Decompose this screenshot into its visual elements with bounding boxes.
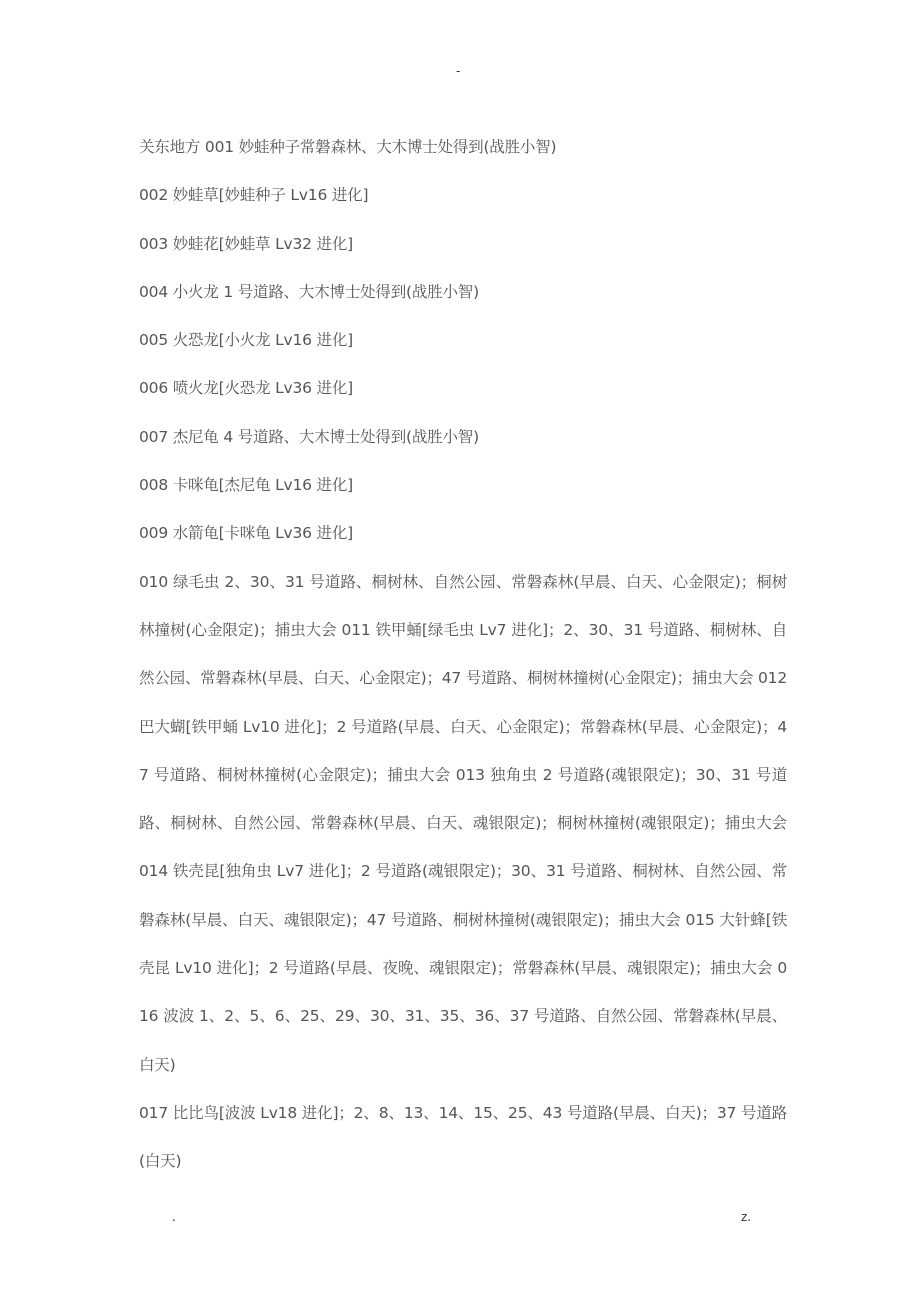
- entry-010-016: 010 绿毛虫 2、30、31 号道路、桐树林、自然公园、常磐森林(早晨、白天、心金限定)；桐树林撞树(心金限定)；捕虫大会 011 铁甲蛹[绿毛虫 Lv7 进化]；2、30、31 号道路、桐树林、自然公园、常磐森林(早晨、白天、心金限定)；47 号道路、桐树林撞树(心金限定)；捕虫大会 012 巴大蝴[铁甲蛹 Lv10 进化]；2 号道路(早晨、白天、心金限定)；常磐森林(早晨、心金限定)；47 号道路、桐树林撞树(心金限定)；捕虫大会 013 独角虫 2 号道路(魂银限定)；30、31 号道路、桐树林、自然公园、常磐森林(早晨、白天、魂银限定)；桐树林撞树(魂银限定)；捕虫大会 014 铁壳昆[独角虫 Lv7 进化]；2 号道路(魂银限定)；30、31 号道路、桐树林、自然公园、常磐森林(早晨、白天、魂银限定)；47 号道路、桐树林撞树(魂银限定)；捕虫大会 015 大针蜂[铁壳昆 Lv10 进化]；2 号道路(早晨、夜晚、魂银限定)；常磐森林(早晨、魂银限定)；捕虫大会 016 波波 1、2、5、6、25、29、30、31、35、36、37 号道路、自然公园、常磐森林(早晨、白天): [139, 572, 787, 1074]
- header-mark: -: [456, 64, 461, 78]
- footer-right-mark: z.: [741, 1210, 752, 1224]
- entry-005: 005 火恐龙[小火龙 Lv16 进化]: [139, 331, 353, 350]
- entry-009: 009 水箭龟[卡咪龟 Lv36 进化]: [139, 524, 353, 543]
- entry-006: 006 喷火龙[火恐龙 Lv36 进化]: [139, 379, 353, 398]
- entry-007: 007 杰尼龟 4 号道路、大木博士处得到(战胜小智): [139, 427, 479, 446]
- entry-001: 关东地方 001 妙蛙种子常磐森林、大木博士处得到(战胜小智): [139, 138, 557, 156]
- footer-left-mark: .: [172, 1210, 176, 1224]
- entry-017: 017 比比鸟[波波 Lv18 进化]；2、8、13、14、15、25、43 号道路(早晨、白天)；37 号道路(白天): [139, 1103, 787, 1171]
- entry-002: 002 妙蛙草[妙蛙种子 Lv16 进化]: [139, 186, 369, 205]
- document-body: [139, 123, 787, 1186]
- entry-008: 008 卡咪龟[杰尼龟 Lv16 进化]: [139, 476, 353, 495]
- entry-003: 003 妙蛙花[妙蛙草 Lv32 进化]: [139, 234, 353, 253]
- entry-004: 004 小火龙 1 号道路、大木博士处得到(战胜小智): [139, 282, 479, 301]
